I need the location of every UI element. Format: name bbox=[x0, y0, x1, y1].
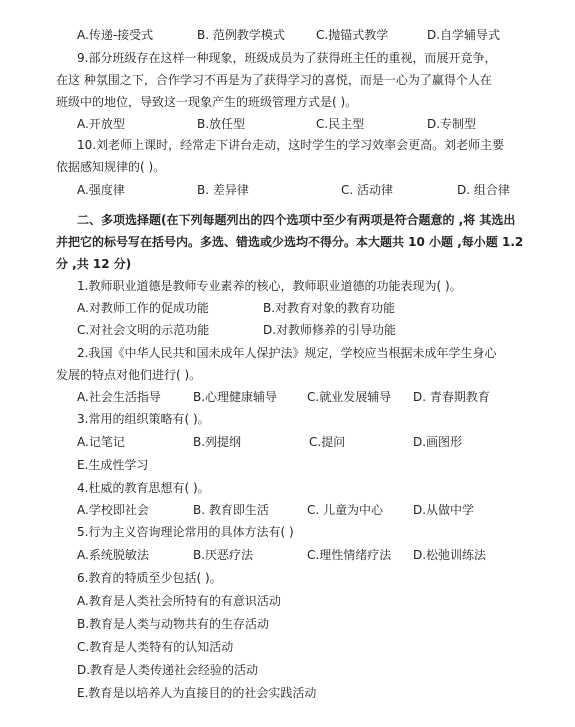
m3-option-b: B.列提纲 bbox=[193, 435, 242, 449]
m5-options bbox=[77, 547, 547, 563]
section2-heading-line-2: 并把它的标号写在括号内。多选、错选或少选均不得分。本大题共 10 小题 ,每小题 1.2 bbox=[56, 235, 524, 249]
q8-option-a: A.传递-接受式 bbox=[77, 28, 154, 42]
q8-option-d: D.自学辅导式 bbox=[427, 28, 501, 42]
q9-option-b: B.放任型 bbox=[197, 117, 246, 131]
m6-option-b: B.教育是人类与动物共有的生存活动 bbox=[77, 617, 270, 631]
q9-stem-line-3: 班级中的地位，导致这一现象产生的班级管理方式是( )。 bbox=[56, 95, 358, 109]
q8-options bbox=[77, 27, 547, 43]
m6-option-c: C.教育是人类特有的认知活动 bbox=[77, 640, 234, 654]
m3-option-d: D.画图形 bbox=[413, 435, 463, 449]
m5-stem: 5.行为主义咨询理论常用的具体方法有( ) bbox=[77, 525, 294, 539]
q9-stem-line-1: 9.部分班级存在这样一种现象，班级成员为了获得班主任的重视，而展开竞争， bbox=[77, 51, 497, 65]
m2-option-a: A.社会生活指导 bbox=[77, 390, 161, 404]
m4-option-b: B. 教育即生活 bbox=[193, 503, 269, 517]
m5-option-a: A.系统脱敏法 bbox=[77, 548, 149, 562]
m4-stem: 4.杜威的教育思想有( )。 bbox=[77, 481, 210, 495]
m2-option-c: C.就业发展辅导 bbox=[307, 390, 392, 404]
q10-option-c: C. 活动律 bbox=[341, 183, 394, 197]
q10-stem-line-2: 依据感知规律的( )。 bbox=[56, 160, 166, 174]
q10-stem-line-1: 10.刘老师上课时，经常走下讲台走动，这时学生的学习效率会更高。刘老师主要 bbox=[77, 138, 505, 152]
m2-option-d: D. 青春期教育 bbox=[413, 390, 490, 404]
m2-option-b: B.心理健康辅导 bbox=[193, 390, 278, 404]
m4-option-d: D.从做中学 bbox=[413, 503, 475, 517]
m1-option-d: D.对教师修养的引导功能 bbox=[263, 323, 397, 337]
m6-option-a: A.教育是人类社会所特有的有意识活动 bbox=[77, 594, 281, 608]
m1-option-b: B.对教育对象的教育功能 bbox=[263, 301, 396, 315]
m1-option-c: C.对社会文明的示范功能 bbox=[77, 323, 210, 337]
m2-stem-line-1: 2.我国《中华人民共和国未成年人保护法》规定，学校应当根据未成年学生身心 bbox=[77, 346, 497, 360]
m1-stem: 1.教师职业道德是教师专业素养的核心，教师职业道德的功能表现为( )。 bbox=[77, 279, 462, 293]
q9-options bbox=[77, 116, 547, 132]
m2-stem-line-2: 发展的特点对他们进行( )。 bbox=[56, 368, 202, 382]
m5-option-d: D.松弛训练法 bbox=[413, 548, 487, 562]
q9-option-c: C.民主型 bbox=[316, 117, 365, 131]
m1-option-a: A.对教师工作的促成功能 bbox=[77, 301, 209, 315]
m1-options-row-1 bbox=[77, 300, 547, 316]
m3-option-e: E.生成性学习 bbox=[77, 458, 149, 472]
m6-option-e: E.教育是以培养人为直接目的的社会实践活动 bbox=[77, 686, 317, 700]
m4-option-c: C. 儿童为中心 bbox=[307, 503, 384, 517]
m5-option-b: B.厌恶疗法 bbox=[193, 548, 254, 562]
m6-option-d: D.教育是人类传递社会经验的活动 bbox=[77, 663, 259, 677]
m3-options bbox=[77, 434, 547, 450]
m3-stem: 3.常用的组织策略有( )。 bbox=[77, 412, 210, 426]
m3-option-c: C.提问 bbox=[309, 435, 346, 449]
m4-options bbox=[77, 502, 547, 518]
q10-option-b: B. 差异律 bbox=[197, 183, 249, 197]
q10-option-d: D. 组合律 bbox=[457, 183, 510, 197]
q9-option-a: A.开放型 bbox=[77, 117, 125, 131]
q8-option-c: C.抛锚式教学 bbox=[316, 28, 389, 42]
q9-option-d: D.专制型 bbox=[427, 117, 477, 131]
m1-options-row-2 bbox=[77, 322, 547, 338]
m6-stem: 6.教育的特质至少包括( )。 bbox=[77, 571, 222, 585]
q8-option-b: B. 范例教学模式 bbox=[197, 28, 285, 42]
m5-option-c: C.理性情绪疗法 bbox=[307, 548, 392, 562]
q10-option-a: A.强度律 bbox=[77, 183, 125, 197]
section2-heading-line-1: 二、多项选择题(在下列每题列出的四个选项中至少有两项是符合题意的 ,将 其选出 bbox=[77, 213, 516, 227]
section2-heading-line-3: 分 ,共 12 分) bbox=[56, 257, 132, 271]
m4-option-a: A.学校即社会 bbox=[77, 503, 149, 517]
q10-options bbox=[77, 182, 547, 198]
q9-stem-line-2: 在这 种氛围之下，合作学习不再是为了获得学习的喜悦，而是一心为了赢得个人在 bbox=[56, 73, 492, 87]
m2-options bbox=[77, 389, 547, 405]
m3-option-a: A.记笔记 bbox=[77, 435, 125, 449]
